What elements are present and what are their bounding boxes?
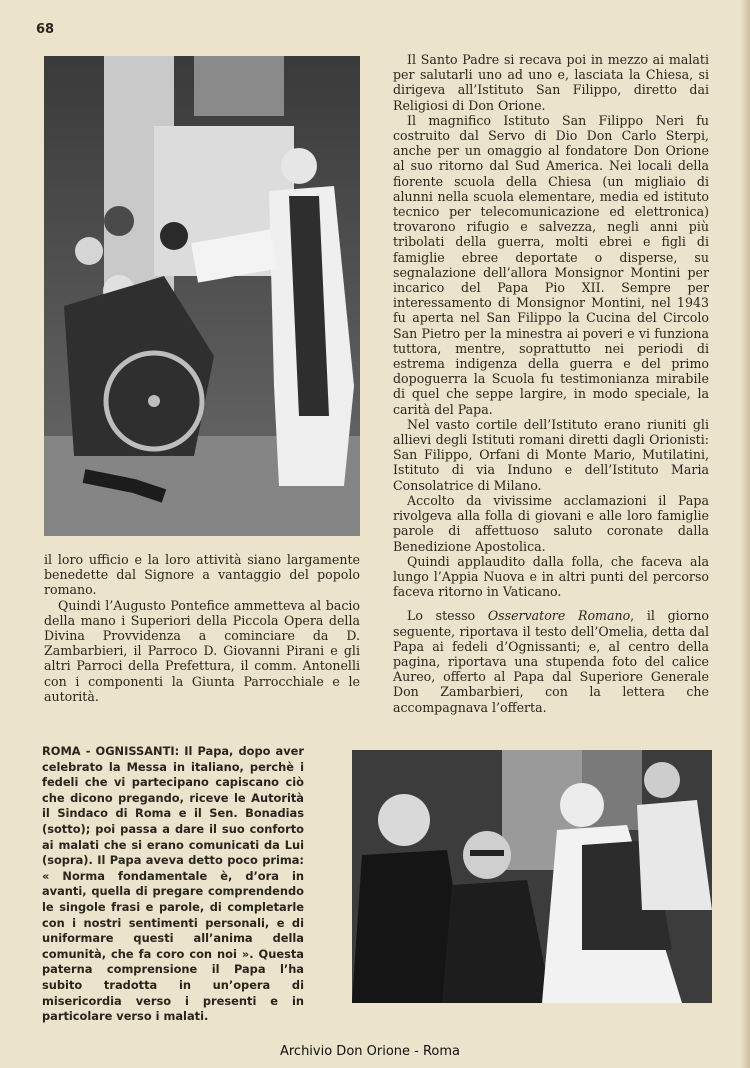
archive-footer: Archivio Don Orione - Roma	[279, 1044, 461, 1059]
page-number: 68	[36, 22, 55, 37]
right-paragraph-4: Accolto da vivissime acclamazioni il Papa rivolgeva alla folla di giovani e alle loro famiglie parole di affettuoso saluto coronate dalla Benedizione Apostolica.	[393, 492, 709, 554]
photo-pope-receiving-authorities	[352, 750, 712, 1003]
right-paragraph-2: Il magnifico Istituto San Filippo Neri fu costruito dal Servo di Dio Don Carlo Sterpi, anche per un omaggio al fondatore Don Orione al suo ritorno dal Sud America. Nei locali della fiorente scuola della Chiesa (un migliaio di alunni nella scuola elementare, media ed istituto tecnico per telecomunicazione ed elettronica) trovarono rifugio e salvezza, negli anni più tribolati della guerra, molti ebrei e figli di famiglie ebree deportate o disperse, su segnalazione dell’allora Monsignor Montini per incarico del Papa Pio XII. Sempre per interessamento di Monsignor Montini, nel 1943 fu aperta nel San Filippo la Cucina del Circolo San Pietro per la minestra ai poveri e vi funziona tuttora, mentre, soprattutto nei periodi di estrema indigenza della guerra e del primo dopoguerra la Scuola fu testimonianza mirabile di quel che seppe largire, in modo speciale, la carità del Papa.	[393, 112, 709, 417]
page-edge	[740, 0, 750, 1068]
right-paragraph-1: Il Santo Padre si recava poi in mezzo ai malati per salutarli uno ad uno e, lasciata la Chiesa, si dirigeva all’Istituto San Filippo, diretto dai Religiosi di Don Orione.	[393, 52, 709, 113]
final-paragraph-end: , il giorno seguente, riportava il testo dell’Omelia, detta dal Papa ai fedeli d’Ognissanti; e, al centro della pagina, riportava una stupenda foto del calice Aureo, offerto al Papa dal Superiore Generale Don Zambarbieri, con la lettera che accompagnava l’offerta.	[393, 608, 709, 715]
photo-pope-greeting-sick	[44, 56, 360, 536]
newspaper-title: Osservatore Romano	[487, 608, 631, 624]
photo-caption	[42, 744, 304, 1025]
left-column	[44, 552, 360, 704]
left-paragraph-2: Quindi l’Augusto Pontefice ammetteva al bacio della mano i Superiori della Piccola Opera della Divina Provvidenza a cominciare da D. Zambarbieri, il Parroco D. Giovanni Pirani e gli altri Parroci della Prefettura, il comm. Antonelli con i componenti la Giunta Parrocchiale e le autorità.	[44, 597, 360, 704]
left-paragraph-1: il loro ufficio e la loro attività siano largamente benedette dal Signore a vantaggio del popolo romano.	[44, 552, 360, 598]
right-column	[393, 52, 709, 715]
caption-lead: ROMA - OGNISSANTI:	[42, 744, 185, 758]
right-paragraph-6	[393, 608, 709, 714]
final-paragraph-start: Lo stesso	[407, 608, 488, 624]
right-paragraph-3: Nel vasto cortile dell’Istituto erano riuniti gli allievi degli Istituti romani diretti dagli Orionisti: San Filippo, Orfani di Monte Mario, Mutilatini, Istituto di via Induno e dell’Istituto Maria Consolatrice di Milano.	[393, 416, 709, 493]
right-paragraph-5: Quindi applaudito dalla folla, che faceva ala lungo l’Appia Nuova e in altri punti del percorso faceva ritorno in Vaticano.	[393, 553, 709, 600]
caption-text: Il Papa, dopo aver celebrato la Messa in italiano, perchè i fedeli che vi partecipano capiscano ciò che dicono pregando, riceve le Autorità il Sindaco di Roma e il Sen. Bonadias (sotto); poi passa a dare il suo conforto ai malati che si erano comunicati da Lui (sopra). Il Papa aveva detto poco prima: « Norma fondamentale è, d’ora in avanti, quella di pregare comprendendo le singole frasi e parole, di completarle con i nostri sentimenti personali, e di uniformare questi all’anima della comunità, che fa coro con noi ». Questa paterna comprensione il Papa l’ha subito tradotta in un’opera di misericordia verso i presenti e in particolare verso i malati.	[42, 744, 304, 1024]
